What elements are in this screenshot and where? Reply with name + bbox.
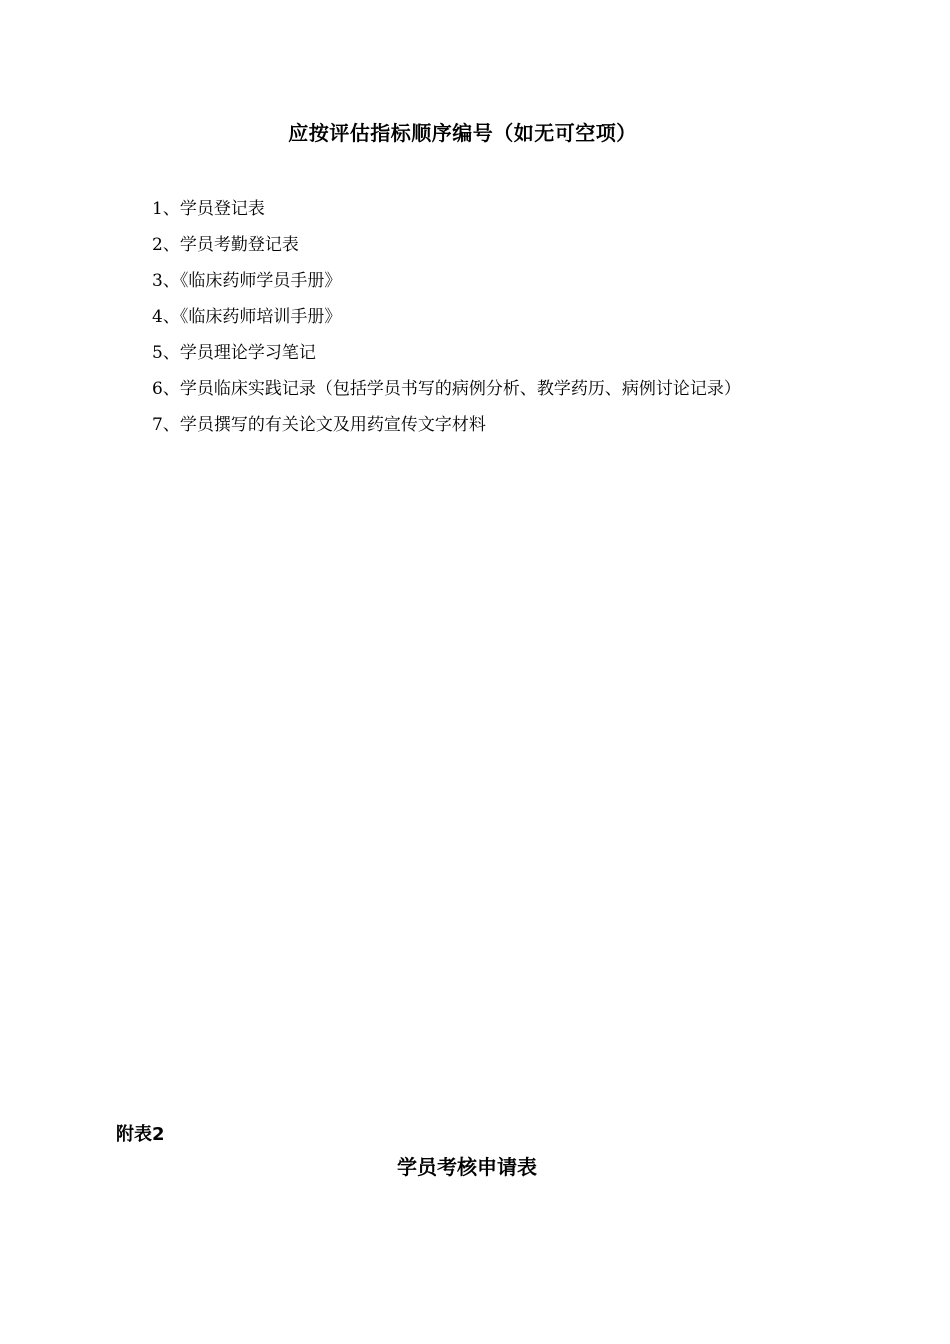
material-list (152, 191, 741, 443)
list-item: 2、学员考勤登记表 (152, 235, 299, 255)
form-title: 学员考核申请表 (397, 1155, 537, 1179)
list-item: 4、《临床药师培训手册》 (152, 307, 342, 327)
list-item: 7、学员撰写的有关论文及用药宣传文字材料 (152, 415, 486, 435)
page-title: 应按评估指标顺序编号（如无可空项） (288, 121, 637, 145)
appendix-label: 附表2 (116, 1124, 165, 1145)
list-item: 6、学员临床实践记录（包括学员书写的病例分析、教学药历、病例讨论记录） (152, 379, 741, 399)
list-item: 1、学员登记表 (152, 199, 265, 219)
list-item: 3、《临床药师学员手册》 (152, 271, 342, 291)
list-item: 5、学员理论学习笔记 (152, 343, 316, 363)
